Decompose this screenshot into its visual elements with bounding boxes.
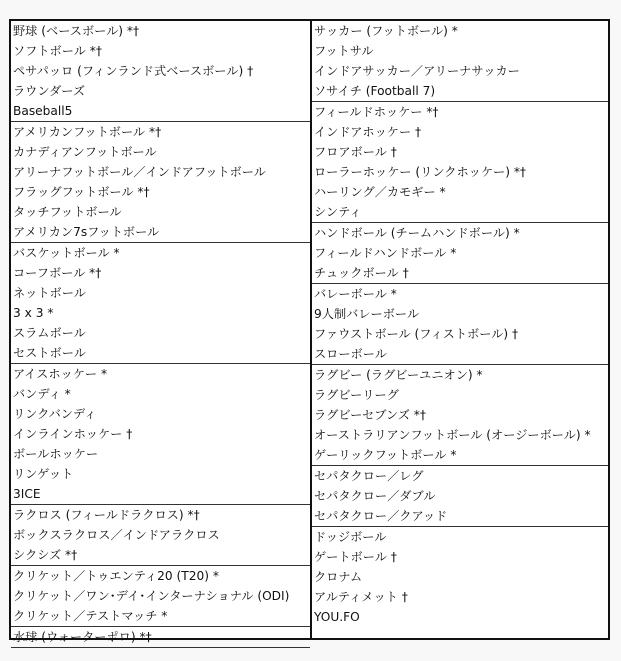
list-item: バンディ * — [13, 387, 71, 401]
group-other — [312, 527, 608, 627]
list-item: ペサパッロ (フィンランド式ベースボール) † — [13, 64, 254, 78]
list-item: ラウンダーズ — [13, 84, 86, 98]
list-item: クリケット／トゥエンティ20 (T20) * — [13, 569, 219, 583]
list-item: リンゲット — [13, 467, 74, 481]
list-item: インラインホッケー † — [13, 427, 133, 441]
list-item: セパタクロー／クアッド — [314, 509, 448, 523]
list-item: スローボール — [314, 347, 387, 361]
list-item: オーストラリアンフットボール (オージーボール) * — [314, 428, 591, 442]
list-item: ソサイチ (Football 7) — [314, 84, 436, 98]
group-basketball — [11, 243, 310, 364]
list-item: ソフトボール *† — [13, 44, 102, 58]
list-item: ファウストボール (フィストボール) † — [314, 327, 519, 341]
list-item: フラッグフットボール *† — [13, 185, 150, 199]
list-item: ラグビー (ラグビーユニオン) * — [314, 368, 483, 382]
list-item: フィールドハンドボール * — [314, 246, 457, 260]
list-item: リンクバンディ — [13, 407, 97, 421]
list-item: 3ICE — [13, 487, 41, 501]
list-item: セパタクロー／ダブル — [314, 489, 436, 503]
list-item: インドアホッケー † — [314, 125, 422, 139]
group-handball — [312, 223, 608, 284]
list-item: 野球 (ベースボール) *† — [13, 24, 140, 38]
list-item: コーフボール *† — [13, 266, 102, 280]
group-field-hockey — [312, 102, 608, 223]
list-item: クリケット／テストマッチ * — [13, 609, 168, 623]
group-water-polo — [11, 627, 310, 648]
list-item: フィールドホッケー *† — [314, 105, 439, 119]
list-item: ラグビーセブンズ *† — [314, 408, 426, 422]
list-item: Baseball5 — [13, 104, 73, 118]
list-item: アメリカン7sフットボール — [13, 225, 160, 239]
list-item: タッチフットボール — [13, 205, 122, 219]
list-item: インドアサッカー／アリーナサッカー — [314, 64, 520, 78]
list-item: ドッジボール — [314, 530, 387, 544]
list-item: ゲートボール † — [314, 550, 397, 564]
group-american-football — [11, 122, 310, 243]
list-item: 3 x 3 * — [13, 306, 54, 320]
list-item: クリケット／ワン･デイ･インターナショナル (ODI) — [13, 589, 290, 603]
list-item: 水球 (ウォーターポロ) *† — [13, 630, 152, 644]
list-item: クロナム — [314, 570, 363, 584]
list-item: アメリカンフットボール *† — [13, 125, 162, 139]
list-item: ゲーリックフットボール * — [314, 448, 457, 462]
list-item: バスケットボール * — [13, 246, 120, 260]
list-item: フットサル — [314, 44, 374, 58]
list-item: ローラーホッケー (リンクホッケー) *† — [314, 165, 527, 179]
sports-table — [9, 19, 610, 644]
list-item: カナディアンフットボール — [13, 145, 157, 159]
list-item: 9人制バレーボール — [314, 307, 420, 321]
list-item: アイスホッケー * — [13, 367, 108, 381]
list-item: スラムボール — [13, 326, 86, 340]
list-item: YOU.FO — [314, 610, 360, 624]
list-item: サッカー (フットボール) * — [314, 24, 458, 38]
group-soccer — [312, 21, 608, 102]
group-volleyball — [312, 284, 608, 365]
list-item: ボールホッケー — [13, 447, 99, 461]
list-item: アリーナフットボール／インドアフットボール — [13, 165, 266, 179]
list-item: シクシズ *† — [13, 548, 78, 562]
group-rugby — [312, 365, 608, 466]
group-baseball — [11, 21, 310, 122]
list-item: ラグビーリーグ — [314, 388, 399, 402]
left-column — [11, 21, 310, 644]
list-item: フロアボール † — [314, 145, 397, 159]
group-ice-hockey — [11, 364, 310, 505]
list-item: セパタクロー／レグ — [314, 469, 424, 483]
group-sepaktakraw — [312, 466, 608, 527]
list-item: ハンドボール (チームハンドボール) * — [314, 226, 520, 240]
right-column — [310, 21, 608, 638]
list-item: ネットボール — [13, 286, 86, 300]
list-item: バレーボール * — [314, 287, 397, 301]
group-cricket — [11, 566, 310, 627]
list-item: セストボール — [13, 346, 86, 360]
list-item: ボックスラクロス／インドアラクロス — [13, 528, 220, 542]
list-item: シンティ — [314, 205, 362, 219]
list-item: ラクロス (フィールドラクロス) *† — [13, 508, 200, 522]
group-lacrosse — [11, 505, 310, 566]
list-item: ハーリング／カモギー * — [314, 185, 446, 199]
list-item: チュックボール † — [314, 266, 409, 280]
list-item: アルティメット † — [314, 590, 408, 604]
